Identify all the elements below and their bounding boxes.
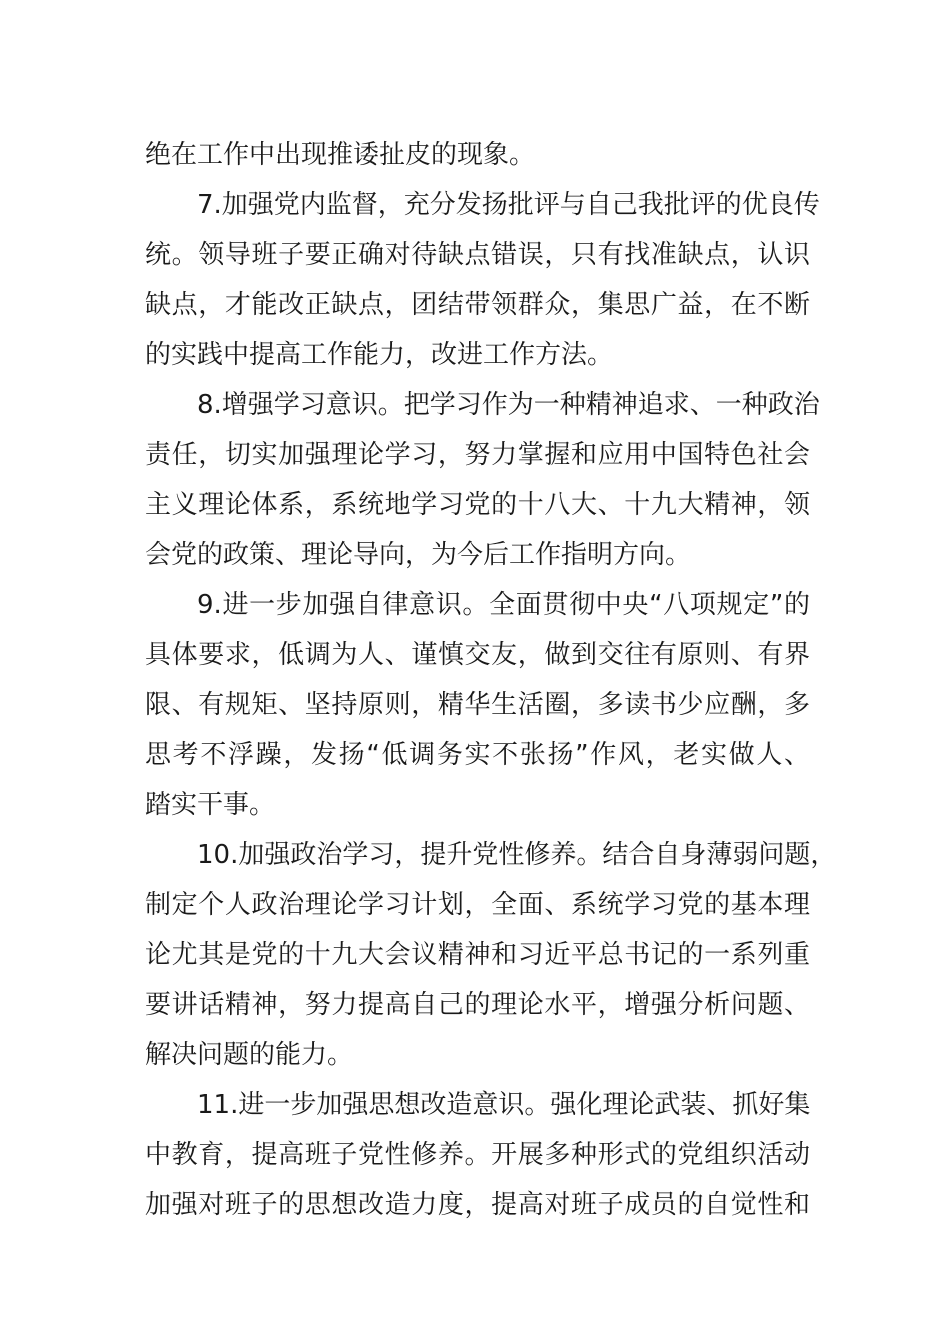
document-body	[145, 130, 837, 1230]
text-line: 7.加强党内监督，充分发扬批评与自己我批评的优良传	[197, 190, 820, 220]
text-line: 责任，切实加强理论学习，努力掌握和应用中国特色社会	[145, 440, 810, 470]
text-line: 论尤其是党的十九大会议精神和习近平总书记的一系列重	[145, 940, 810, 970]
paragraph-item-8	[145, 380, 820, 580]
text-line: 限、有规矩、坚持原则，精华生活圈，多读书少应酬，多	[145, 690, 810, 720]
text-line: 解决问题的能力。	[145, 1040, 354, 1070]
text-line: 会党的政策、理论导向，为今后工作指明方向。	[145, 540, 692, 570]
text-line: 具体要求，低调为人、谨慎交友，做到交往有原则、有界	[145, 640, 810, 670]
text-line: 主义理论体系，系统地学习党的十八大、十九大精神，领	[145, 490, 810, 520]
paragraph-item-10	[145, 830, 837, 1080]
text-line: 8.增强学习意识。把学习作为一种精神追求、一种政治	[197, 390, 820, 420]
paragraph-item-9	[145, 580, 810, 830]
text-line: 制定个人政治理论学习计划，全面、系统学习党的基本理	[145, 890, 810, 920]
text-line: 缺点，才能改正缺点，团结带领群众，集思广益，在不断	[145, 290, 810, 320]
text-line: 11.进一步加强思想改造意识。强化理论武装、抓好集	[197, 1090, 811, 1120]
text-line: 10.加强政治学习，提升党性修养。结合自身薄弱问题，	[197, 840, 837, 870]
text-line: 思考不浮躁，发扬“低调务实不张扬”作风，老实做人、	[145, 740, 810, 770]
text-line: 踏实干事。	[145, 790, 276, 820]
paragraph-item-11	[145, 1080, 810, 1230]
text-line: 加强对班子的思想改造力度，提高对班子成员的自觉性和	[145, 1190, 810, 1220]
text-line: 要讲话精神，努力提高自己的理论水平，增强分析问题、	[145, 990, 810, 1020]
text-line: 的实践中提高工作能力，改进工作方法。	[145, 340, 614, 370]
text-line: 绝在工作中出现推诿扯皮的现象。	[145, 140, 536, 170]
text-line: 中教育，提高班子党性修养。开展多种形式的党组织活动	[145, 1140, 810, 1170]
text-line: 9.进一步加强自律意识。全面贯彻中央“八项规定”的	[197, 590, 810, 620]
paragraph-continuation	[145, 130, 810, 180]
paragraph-item-7	[145, 180, 820, 380]
text-line: 统。领导班子要正确对待缺点错误，只有找准缺点，认识	[145, 240, 810, 270]
